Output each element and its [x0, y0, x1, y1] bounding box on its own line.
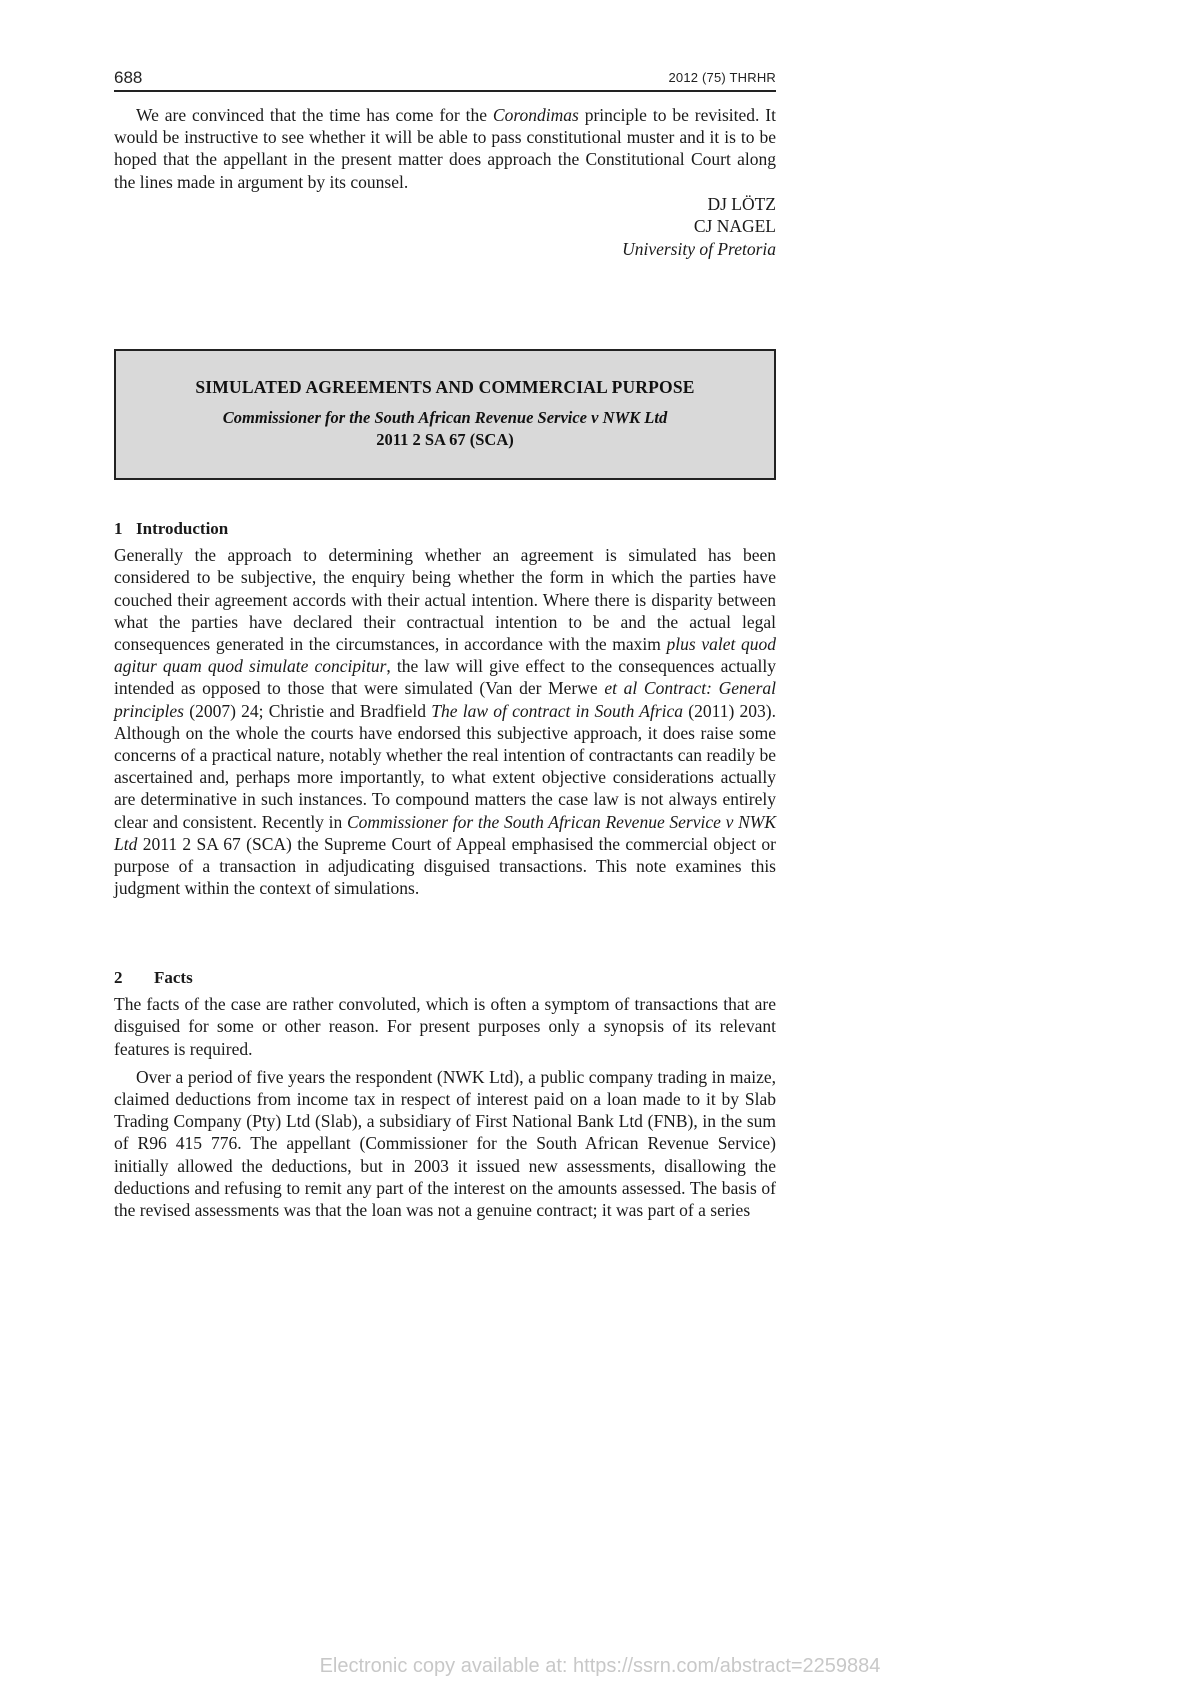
text-run: The facts of the case are rather convoluted, which is often a symptom of transactions that are disguised for some or other reason. For present purposes only a synopsis of its relevant features is required. — [114, 994, 776, 1059]
author-affiliation: University of Pretoria — [622, 238, 776, 259]
body-paragraph — [114, 544, 776, 899]
section-heading — [114, 967, 776, 989]
author-name: CJ NAGEL — [693, 216, 776, 237]
note-title: SIMULATED AGREEMENTS AND COMMERCIAL PURPOSE — [195, 377, 695, 397]
page-number: 688 — [114, 68, 143, 87]
text-run: (2007) 24; Christie and Bradfield — [184, 700, 432, 721]
text-run: Generally the approach to determining whether an agreement is simulated has been considered to be subjective, the enquiry being whether the form in which the parties have couched their agreement accords with their actual intention. Where there is disparity between what the parties have declared their contractual intention to be and the actual legal consequences generated in the circumstances, in accordance with the maxim — [114, 545, 776, 655]
italic-text-run: Commissioner for the South African Revenue Service v NWK Ltd — [114, 811, 777, 854]
italic-text-run: Corondimas — [492, 105, 579, 125]
running-head — [114, 66, 776, 92]
section-number: 2 — [114, 968, 123, 987]
text-run: principle to be revisited. It would be instructive to see whether it will be able to pass constitutional muster and it is to be hoped that the appellant in the present matter does approach the Constitutional Court along the lines made in argument by its counsel. — [114, 105, 776, 192]
section-introduction — [114, 518, 776, 899]
case-name: Commissioner for the South African Revenue Service v NWK Ltd — [222, 408, 668, 427]
closing-section — [114, 104, 776, 260]
text-run: , the law will give effect to the consequences actually intended as opposed to those that were simulated (Van der Merwe — [114, 656, 776, 699]
section-facts — [114, 967, 776, 1221]
author-name: DJ LÖTZ — [707, 193, 776, 214]
closing-paragraph — [114, 104, 776, 193]
text-run: 2011 2 SA 67 (SCA) the Supreme Court of Appeal emphasised the commercial object or purpose of a transaction in adjudicating disguised transactions. This note examines this judgment within the context of simulations. — [114, 833, 776, 899]
section-number: 1 — [114, 519, 123, 538]
journal-citation: 2012 (75) THRHR — [668, 70, 776, 85]
italic-text-run: The law of contract in South Africa — [431, 700, 684, 721]
signature-block — [114, 193, 776, 261]
section-heading — [114, 518, 776, 540]
case-citation: 2011 2 SA 67 (SCA) — [376, 430, 514, 449]
section-title: Facts — [154, 968, 193, 987]
body-paragraph — [114, 993, 776, 1060]
italic-text-run: et al Contract: General principles — [114, 678, 776, 721]
section-title: Introduction — [136, 519, 229, 538]
body-paragraph — [114, 1066, 776, 1221]
italic-text-run: plus valet quod agitur quam quod simulate concipitur — [114, 634, 776, 677]
text-run: We are convinced that the time has come for the — [136, 105, 493, 125]
text-run: (2011) 203). Although on the whole the courts have endorsed this subjective approach, it does raise some concerns of a practical nature, notably whether the real intention of contractants can readily be ascertained and, perhaps more importantly, to what extent objective considerations actually are determinative in such instances. To compound matters the case law is not always entirely clear and consistent. Recently in — [114, 700, 776, 832]
text-run: Over a period of five years the respondent (NWK Ltd), a public company trading in maize, claimed deductions from income tax in respect of interest paid on a loan made to it by Slab Trading Company (Pty) Ltd (Slab), a subsidiary of First National Bank Ltd (FNB), in the sum of R96 415 776. The appellant (Commissioner for the South African Revenue Service) initially allowed the deductions, but in 2003 it issued new assessments, disallowing the deductions and refusing to remit any part of the interest on the amounts assessed. The basis of the revised assessments was that the loan was not a genuine contract; it was part of a series — [114, 1066, 776, 1221]
download-watermark: Electronic copy available at: https://ssrn.com/abstract=2259884 — [319, 1655, 881, 1677]
case-note-title-box — [114, 349, 776, 480]
